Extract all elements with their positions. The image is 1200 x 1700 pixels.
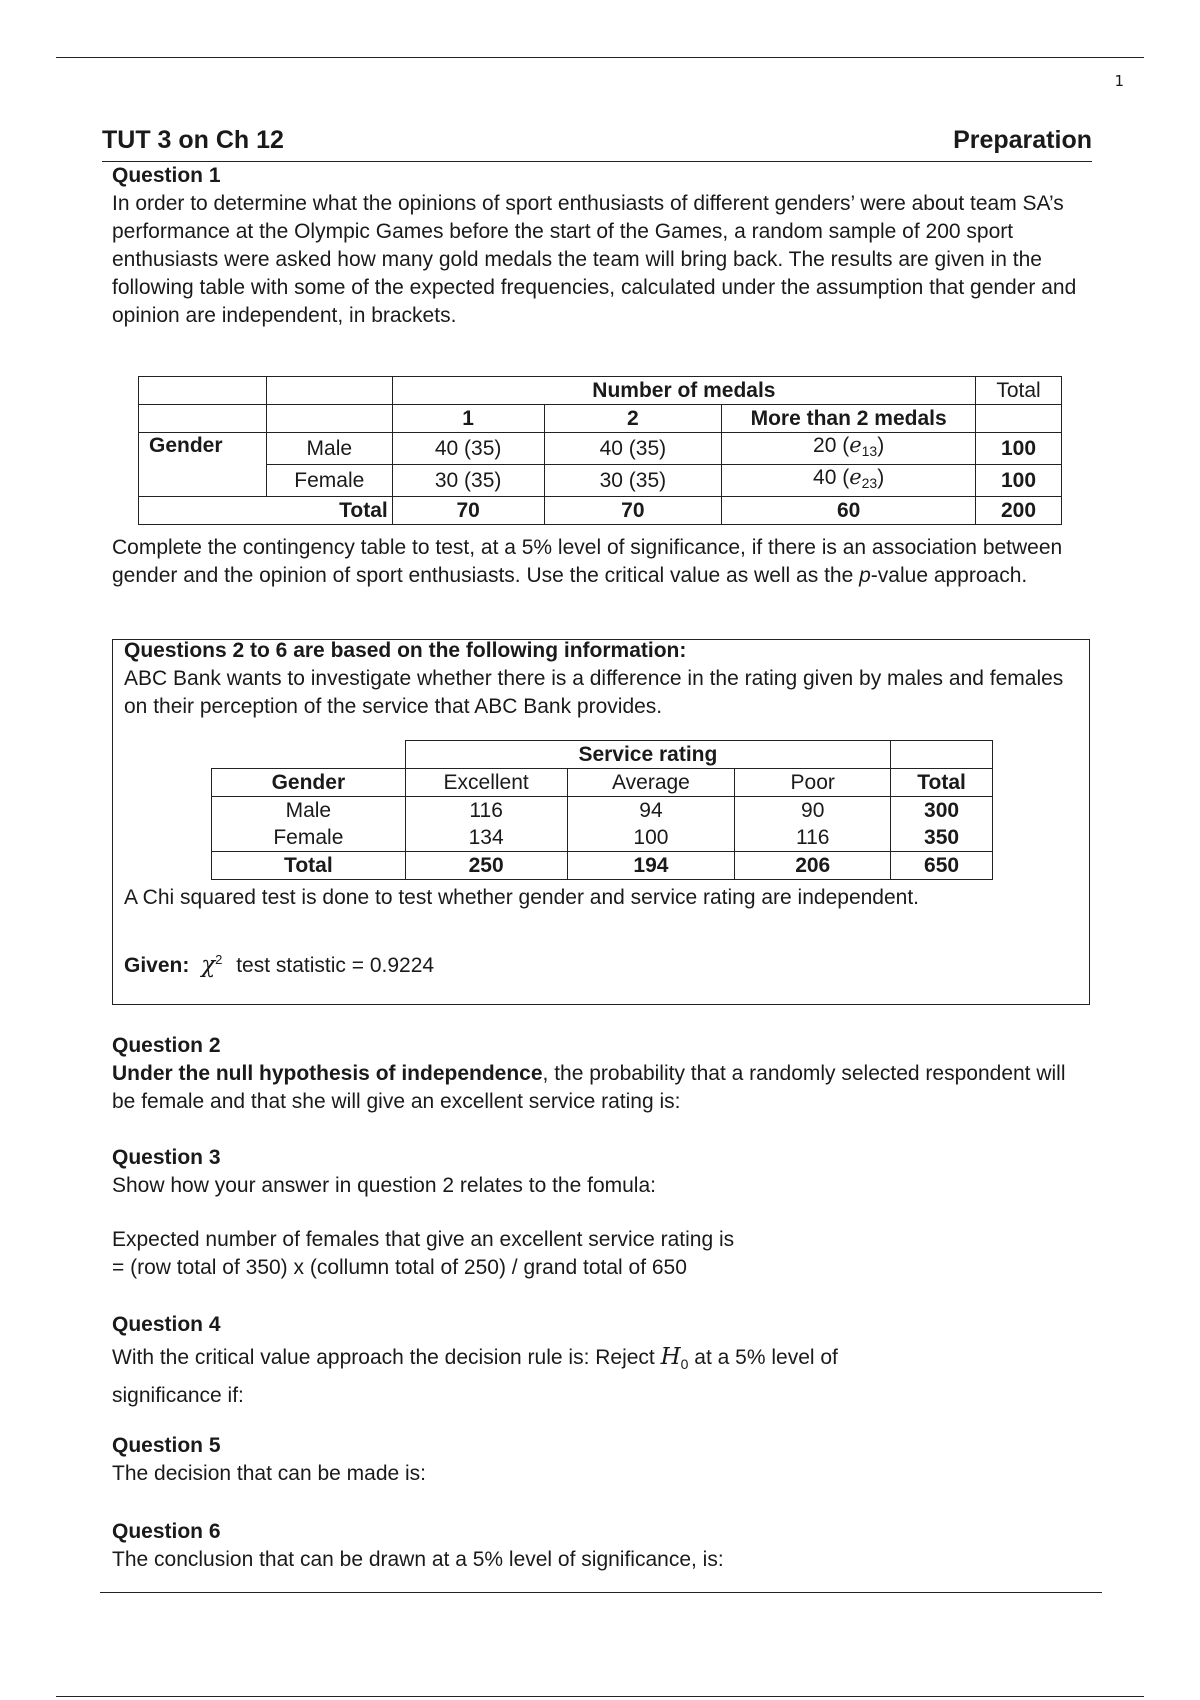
blank-cell: [212, 741, 406, 769]
question-1: [112, 162, 1082, 330]
question-4-heading: Question 4: [112, 1313, 221, 1336]
medals-group-header: Number of medals: [392, 377, 975, 405]
h-symbol: H: [660, 1344, 681, 1370]
given-label: Given:: [124, 954, 190, 977]
given-statistic: [124, 946, 1080, 980]
blank-cell: [891, 741, 993, 769]
column-header: More than 2 medals: [722, 405, 976, 433]
table-cell: 94: [567, 797, 735, 825]
table-cell: 30 (35): [392, 465, 544, 497]
question-4-line-1: [112, 1339, 1082, 1382]
column-total: 206: [735, 852, 891, 880]
row-label: Female: [212, 824, 406, 852]
service-rating-table: [211, 740, 993, 880]
question-1-heading: Question 1: [112, 164, 221, 187]
table-cell: 20 $(e_{13})$: [722, 433, 976, 465]
question-4-text-b: at a 5% level of: [688, 1346, 838, 1369]
footer-rule: [100, 1592, 1102, 1593]
question-6: [112, 1518, 1082, 1574]
column-total: 60: [722, 497, 976, 525]
row-label: Female: [266, 465, 392, 497]
gender-header: Gender: [212, 769, 406, 797]
totals-label: Total: [266, 497, 392, 525]
page-title: TUT 3 on Ch 12: [102, 126, 284, 154]
expected-subscript: 23: [861, 475, 878, 491]
question-2-bold: Under the null hypothesis of independence: [112, 1062, 543, 1085]
question-2-body: [112, 1060, 1082, 1116]
table-cell: 116: [735, 824, 891, 852]
column-header: Poor: [735, 769, 891, 797]
question-2-text: , the probability that a randomly selected respondent will be female and that she will give an excellent service rating is:: [112, 1062, 1066, 1113]
table-cell: 40 (35): [544, 433, 722, 465]
chi-symbol: χ: [201, 952, 216, 978]
question-5-text: The decision that can be made is:: [112, 1462, 427, 1485]
question-3: [112, 1144, 1082, 1282]
question-2: [112, 1032, 1082, 1116]
row-total: 350: [891, 824, 993, 852]
question-3-line-1: Expected number of females that give an excellent service rating is: [112, 1228, 735, 1251]
blank-cell: [266, 377, 392, 405]
table-cell: 90: [735, 797, 891, 825]
column-total: 70: [392, 497, 544, 525]
blank-cell: [266, 405, 392, 433]
question-6-text: The conclusion that can be drawn at a 5% level of significance, is:: [112, 1548, 724, 1571]
gender-row-group: Gender: [139, 433, 267, 497]
info-box-heading: Questions 2 to 6 are based on the following information:: [124, 639, 687, 662]
question-2-heading: Question 2: [112, 1034, 221, 1057]
expected-subscript: 13: [861, 443, 878, 459]
column-header: 1: [392, 405, 544, 433]
question-1-intro: In order to determine what the opinions of sport enthusiasts of different genders’ were about team SA’s performance at the Olympic Games before the start of the Games, a random sample of 200 sport enthusiasts were asked how many gold medals the team will bring back. The results are given in the following table with some of the expected frequencies, calculated under the assumption that gender and opinion are independent, in brackets.: [112, 192, 1077, 327]
instruction-text-end: -value approach.: [870, 564, 1028, 587]
service-group-header: Service rating: [405, 741, 890, 769]
instruction-text: Complete the contingency table to test, at a 5% level of significance, if there is an association between gender and the opinion of sport enthusiasts. Use the critical value as well as the: [112, 536, 1063, 587]
question-4-line-2: significance if:: [112, 1384, 244, 1408]
question-5: [112, 1432, 1082, 1488]
medals-table: [138, 376, 1062, 525]
table-cell: 40 (35): [392, 433, 544, 465]
column-header: 2: [544, 405, 722, 433]
blank-cell: [139, 377, 267, 405]
column-header: Average: [567, 769, 735, 797]
total-header: Total: [891, 769, 993, 797]
chi-power: 2: [215, 952, 223, 967]
table-cell: 100: [567, 824, 735, 852]
column-total: 250: [405, 852, 567, 880]
row-label: Male: [266, 433, 392, 465]
totals-label: Total: [212, 852, 406, 880]
table-cell: 116: [405, 797, 567, 825]
expected-symbol: e: [849, 433, 862, 457]
column-total: 194: [567, 852, 735, 880]
question-3-text: Show how your answer in question 2 relates to the fomula:: [112, 1174, 656, 1197]
blank-cell: [976, 405, 1062, 433]
column-header: Excellent: [405, 769, 567, 797]
page-subtitle: Preparation: [953, 126, 1092, 154]
given-text: test statistic = 0.9224: [236, 954, 435, 977]
row-total: 100: [976, 433, 1062, 465]
table-cell: 40 $(e_{23})$: [722, 465, 976, 497]
row-total: 100: [976, 465, 1062, 497]
grand-total: 650: [891, 852, 993, 880]
blank-cell: [139, 497, 267, 525]
bottom-rule: [56, 1696, 1144, 1697]
top-rule: [56, 57, 1144, 58]
blank-cell: [139, 405, 267, 433]
info-box-text: [124, 637, 1080, 721]
question-1-instruction: [112, 534, 1082, 590]
title-row: [102, 126, 1092, 160]
observed-value: 20: [813, 434, 837, 457]
total-header: Total: [976, 377, 1062, 405]
info-box-description: ABC Bank wants to investigate whether there is a difference in the rating given by males and females on their perception of the service that ABC Bank provides.: [124, 667, 1064, 718]
table-cell: 30 (35): [544, 465, 722, 497]
p-symbol: p: [859, 564, 871, 587]
row-total: 300: [891, 797, 993, 825]
expected-symbol: e: [849, 465, 862, 489]
question-4: [112, 1311, 1082, 1410]
chi-squared-note: A Chi squared test is done to test whether gender and service rating are independent.: [124, 886, 920, 909]
question-3-line-2: = (row total of 350) x (collumn total of 250) / grand total of 650: [112, 1256, 687, 1279]
grand-total: 200: [976, 497, 1062, 525]
table-cell: 134: [405, 824, 567, 852]
question-5-heading: Question 5: [112, 1434, 221, 1457]
question-3-heading: Question 3: [112, 1146, 221, 1169]
observed-value: 40: [813, 466, 837, 489]
column-total: 70: [544, 497, 722, 525]
page-number: 1: [1114, 72, 1124, 90]
row-label: Male: [212, 797, 406, 825]
question-6-heading: Question 6: [112, 1520, 221, 1543]
question-4-text: With the critical value approach the decision rule is: Reject: [112, 1346, 661, 1369]
h-subscript: 0: [680, 1356, 689, 1373]
